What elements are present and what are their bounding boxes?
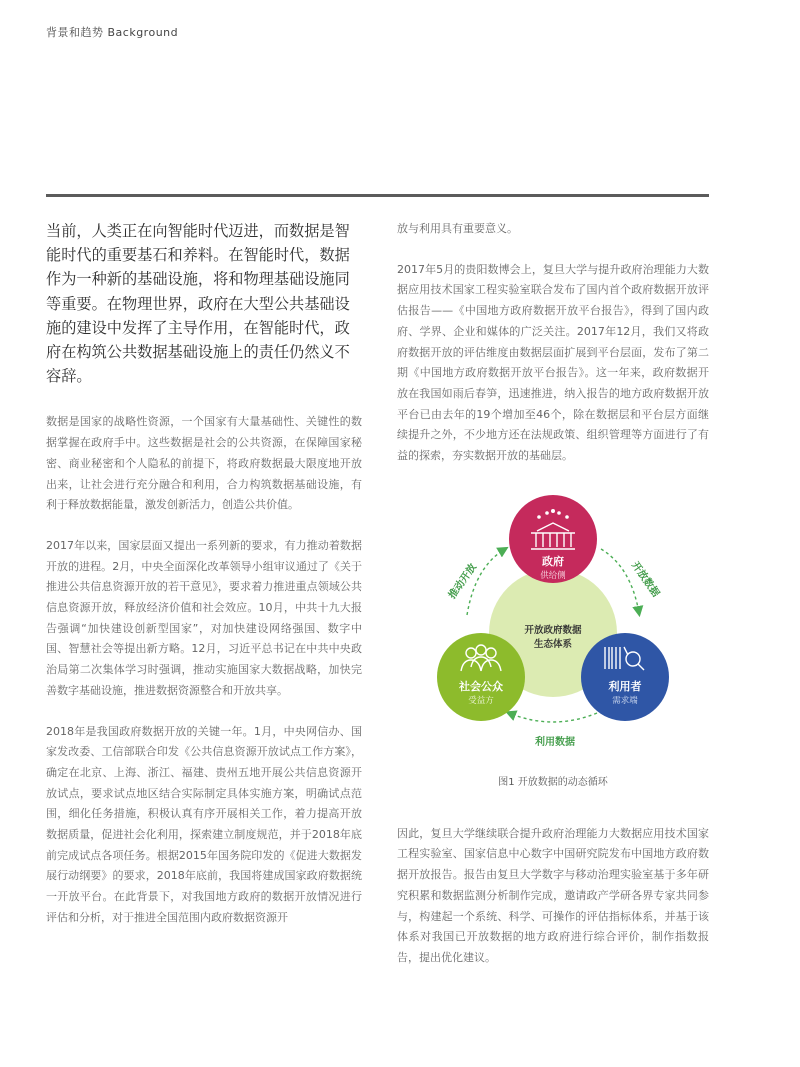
user-subtitle: 需求端 [612,695,638,706]
figure-caption: 图1 开放数据的动态循环 [498,776,608,788]
paragraph-continuation: 放与利用具有重要意义。 [397,222,518,235]
left-column [46,219,362,949]
paragraph-2018-key-year: 2018年是我国政府数据开放的关键一年。1月，中央网信办、国家发改委、工信部联合印发《公共信息资源开放试点工作方案》，确定在北京、上海、浙江、福建、贵州五地开展公共信息资源开放试点，要求试点地区结合实际制定具体实施方案，明确试点范围，细化任务措施，积极认真有序开展相关工作，着力提高开放数据质量，促进社会化利用，探索建立制度规范，并于2018年底前完成试点各项任务。根据2015年国务院印发的《促进大数据发展行动纲要》的要求，2018年底前，我国将建成国家政府数据统一开放平台。在此背景下，对我国地方政府的数据开放情况进行评估和分析，对于推进全国范围内政府数据资源开 [46,724,362,924]
government-subtitle: 供给侧 [540,570,566,581]
government-node [509,495,597,583]
paragraph-strategic-resource: 数据是国家的战略性资源，一个国家有大量基础性、关键性的数据掌握在政府手中。这些数据是社会的公共资源，在保障国家秘密、商业秘密和个人隐私的前提下，将政府数据最大限度地开放出来，让社会进行充分融合和利用，合力构筑数据基础设施，有利于释放数据能量，激发创新活力，创造公共价值。 [46,415,362,512]
public-title: 社会公众 [459,679,503,693]
government-title: 政府 [542,554,564,568]
cycle-diagram-svg [397,487,709,769]
user-node [581,633,669,721]
section-header: 背景和趋势 Background [46,26,179,39]
cycle-diagram [397,487,709,769]
paragraph-2017-policy: 2017年以来，国家层面又提出一系列新的要求，有力推动着数据开放的进程。2月，中央全面深化改革领导小组审议通过了《关于推进公共信息资源开放的若干意见》，要求着力推进重点领域公共信息资源开放，释放经济价值和社会效应。10月，中共十九大报告强调“加快建设创新型国家”，对加快建设网络强国、数字中国、智慧社会等提出新方略。12月，习近平总书记在中共中央政治局第二次集体学习时强调，推动实施国家大数据战略，加快完善数字基础设施，推进数据资源整合和开放共享。 [46,538,362,697]
arrow-label-push-open: 推动开放 [446,561,479,601]
center-label-2: 生态体系 [533,638,573,650]
arrow-label-open-data: 开放数据 [629,559,662,599]
paragraph-report-release: 因此，复旦大学继续联合提升政府治理能力大数据应用技术国家工程实验室、国家信息中心数字中国研究院发布中国地方政府数据开放报告。报告由复旦大学数字与移动治理实验室基于多年研究积累和数据监测分析制作完成，邀请政产学研各界专家共同参与，构建起一个系统、科学、可操作的评估指标体系，并基于该体系对我国已开放数据的地方政府进行综合评价，制作指数报告，提出优化建议。 [397,826,709,964]
arrow-label-use-data: 利用数据 [535,736,575,748]
public-subtitle: 受益方 [468,695,494,706]
paragraph-report-history: 2017年5月的贵阳数博会上，复旦大学与提升政府治理能力大数据应用技术国家工程实验室联合发布了国内首个政府数据开放评估报告——《中国地方政府数据开放平台报告》，得到了国内政府、学界、企业和媒体的广泛关注。2017年12月，我们又将政府数据开放的评估维度由数据层面扩展到平台层面，发布了第二期《中国地方政府数据开放平台报告》。这一年来，政府数据开放在我国如雨后春笋，迅速推进，纳入报告的地方政府数据开放平台已由去年的19个增加至46个，除在数据层和平台层方面继续提升之外，不少地方还在法规政策、组织管理等方面进行了有益的探索，夯实数据开放的基础层。 [397,262,709,463]
center-label-1: 开放政府数据 [524,624,582,636]
header-rule [46,194,709,197]
user-title: 利用者 [608,679,642,693]
arrow-use-data [509,713,597,722]
right-column [397,219,709,989]
public-node [437,633,525,721]
lead-paragraph: 当前，人类正在向智能时代迈进，而数据是智能时代的重要基石和养料。在智能时代，数据作为一种新的基础设施，将和物理基础设施同等重要。在物理世界，政府在大型公共基础设施的建设中发挥了主导作用，在智能时代，政府在构筑公共数据基础设施上的责任仍然义不容辞。 [46,222,350,386]
